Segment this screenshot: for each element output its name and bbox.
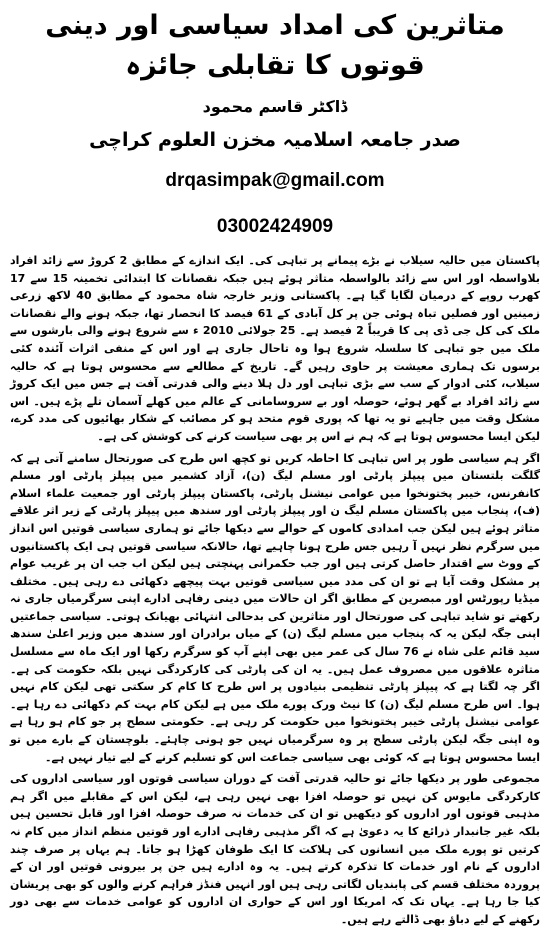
- article-body: [10, 252, 540, 929]
- article-title: متاثرین کی امداد سیاسی اور دینی قوتوں کا تقابلی جائزہ: [45, 10, 505, 81]
- author-email: drqasimpak@gmail.com: [165, 170, 385, 191]
- body-paragraph: پاکستان میں حالیہ سیلاب نے بڑے پیمانے پر تباہی کی۔ ایک اندازے کے مطابق 2 کروڑ سے زائد افراد بلاواسطہ اور اس سے زائد بالواسطہ متاثر ہوئے ہیں جبکہ نقصانات کا ابتدائی تخمینہ 15 سے 17 کھرب روپے کے درمیان لگایا گیا ہے۔ پاکستانی وزیر خارجہ شاہ محمود کے مطابق 40 لاکھ زرعی زمینیں اور فصلیں تباہ ہوئی جن پر کل آبادی کے 61 فیصد کا انحصار تھا، جبکہ ہونے والے نقصانات ملک کی کل جی ڈی پی کا قریباً 2 فیصد ہے۔ 25 جولائی 2010 ء سے شروع ہونے والی بارشوں سے ملک میں جو تباہی کا سلسلہ شروع ہوا وہ تاحال جاری ہے اور اس کے منفی اثرات آئندہ کئی برسوں تک ہماری معیشت پر حاوی رہیں گے۔ تاریخ کے مطالعے سے محسوس ہوتا ہے کہ حالیہ سیلاب، کئی ادوار کے سب سے بڑی تباہی اور دل ہلا دینے والی قدرتی آفت ہے جس میں ایک کروڑ سے زائد افراد بے گھر ہوئے، حوصلہ اور بے سروسامانی کے عالم میں کھلے آسمان تلے پڑے ہیں۔ اس مشکل وقت میں جاہیے تو یہ تھا کہ پوری قوم متحد ہو کر مصائب کے شکار بھائیوں کی مدد کرے، لیکن ایسا محسوس ہوتا ہے کہ ہم نے اس پر بھی سیاست کرنے کی کوشش کی ہے۔: [10, 254, 541, 443]
- author-phone: 03002424909: [216, 216, 334, 237]
- author-name: ڈاکٹر قاسم محمود: [202, 97, 348, 116]
- article-header: [10, 6, 540, 240]
- author-affiliation: صدر جامعہ اسلامیہ مخزن العلوم کراچی: [89, 129, 461, 151]
- body-paragraph: مجموعی طور پر دیکھا جائے تو حالیہ قدرتی آفت کے دوران سیاسی قوتوں اور سیاسی اداروں کی کارکردگی مایوس کن نہیں تو حوصلہ افزا بھی نہیں رہی ہے، لیکن اس کے مقابلے میں اگر ہم مذہبی قوتوں اور اداروں کو دیکھیں تو ان کی خدمات نہ صرف حوصلہ افزا اور قابل تحسین ہیں بلکہ غیر جانبدار ذرائع کا یہ دعویٰ ہے کہ اگر مذہبی رفاہی ادارے اور قوتیں منظم انداز میں کام نہ کرتیں تو پورے ملک میں انسانوں کی ہلاکت کا ایک طوفان کھڑا ہو جاتا۔ ہم یہاں پر صرف چند اداروں کے نام اور خدمات کا تذکرہ کرتے ہیں۔ یہ وہ ادارے ہیں جن پر بیرونی قوتیں اور ان کے پروردہ مختلف قسم کی پابندیاں لگاتی رہی ہیں اور انہیں فنڈز فراہم کرنے والوں کو بھی پریشان کیا جا رہا ہے۔ یہاں تک کہ امریکا اور اس کے حواری ان اداروں کو عوامی خدمات سے بھی دور رکھنے کے لیے دباؤ بھی ڈالتے رہے ہیں۔: [10, 772, 540, 926]
- body-paragraph: اگر ہم سیاسی طور پر اس تباہی کا احاطہ کریں تو کچھ اس طرح کی صورتحال سامنے آتی ہے کہ گلگت بلتستان میں پیپلز پارٹی اور مسلم لیگ (ن)، آزاد کشمیر میں پیپلز پارٹی اور مسلم کانفرنس، خیبر پختونخوا میں عوامی نیشنل پارٹی، پاکستان پیپلز پارٹی اور جمعیت علماء اسلام (ف)، پنجاب میں پاکستان مسلم لیگ ن اور پیپلز پارٹی اور سندھ میں پیپلز پارٹی کے زیر اثر علاقے متاثر ہوئے ہیں لیکن جب امدادی کاموں کے حوالے سے دیکھا جائے تو ہماری سیاسی قوتیں اس انداز میں سرگرم نظر نہیں آ رہیں جس طرح ہونا چاہیے تھا، حالانکہ سیاسی قوتیں ہی ایک پاکستانیوں کے ووٹ سے اقتدار حاصل کرتی ہیں اور جب حکمرانی پہنچتی ہیں لیکن اب جب ان پر غریب عوام پر مشکل وقت آیا ہے تو ان کی مدد میں سیاسی قوتیں بہت پیچھے دکھائی دے رہی ہیں۔ مختلف میڈیا رپورٹس اور مبصرین کے مطابق اگر ان حالات میں دینی رفاہی ادارے اپنی سرگرمیاں جاری نہ رکھتے تو شاید تباہی کی صورتحال اور متاثرین کی بدحالی انتہائی بھیانک ہوتی۔ سیاسی جماعتیں اپنی جگہ لیکن یہ کہ پنجاب میں مسلم لیگ (ن) کے میاں برادران اور سندھ میں وزیر اعلیٰ سندھ سید قائم علی شاہ نے 76 سال کی عمر میں بھی اپنے آپ کو سرگرم رکھا اور ایک ماہ سے مسلسل متاثرہ علاقوں میں مصروف عمل ہیں۔ یہ ان کی پارٹی کی کارکردگی نہیں بلکہ حکومت کی ہے۔ اگر چہ لگتا ہے کہ پیپلز پارٹی تنظیمی بنیادوں پر اس طرح کا کام کر سکتی تھی لیکن کام نہیں ہوا۔ اس طرح مسلم لیگ (ن) کا نیٹ ورک پورے ملک میں ہے لیکن کام بہت کم دکھائی دے رہا ہے۔ عوامی نیشنل پارٹی خیبر پختونخوا میں حکومت کر رہی ہے۔ حکومتی سطح پر جو کام ہو رہا ہے وہ اپنی جگہ لیکن پارٹی سطح پر وہ سرگرمیاں نہیں جو ہونی چاہئے۔ بلوچستان کے بارے میں تو ایسا محسوس ہوتا ہے کہ کوئی بھی سیاسی جماعت اس کو تسلیم کرنے کے لیے تیار نہیں ہے۔: [10, 451, 540, 764]
